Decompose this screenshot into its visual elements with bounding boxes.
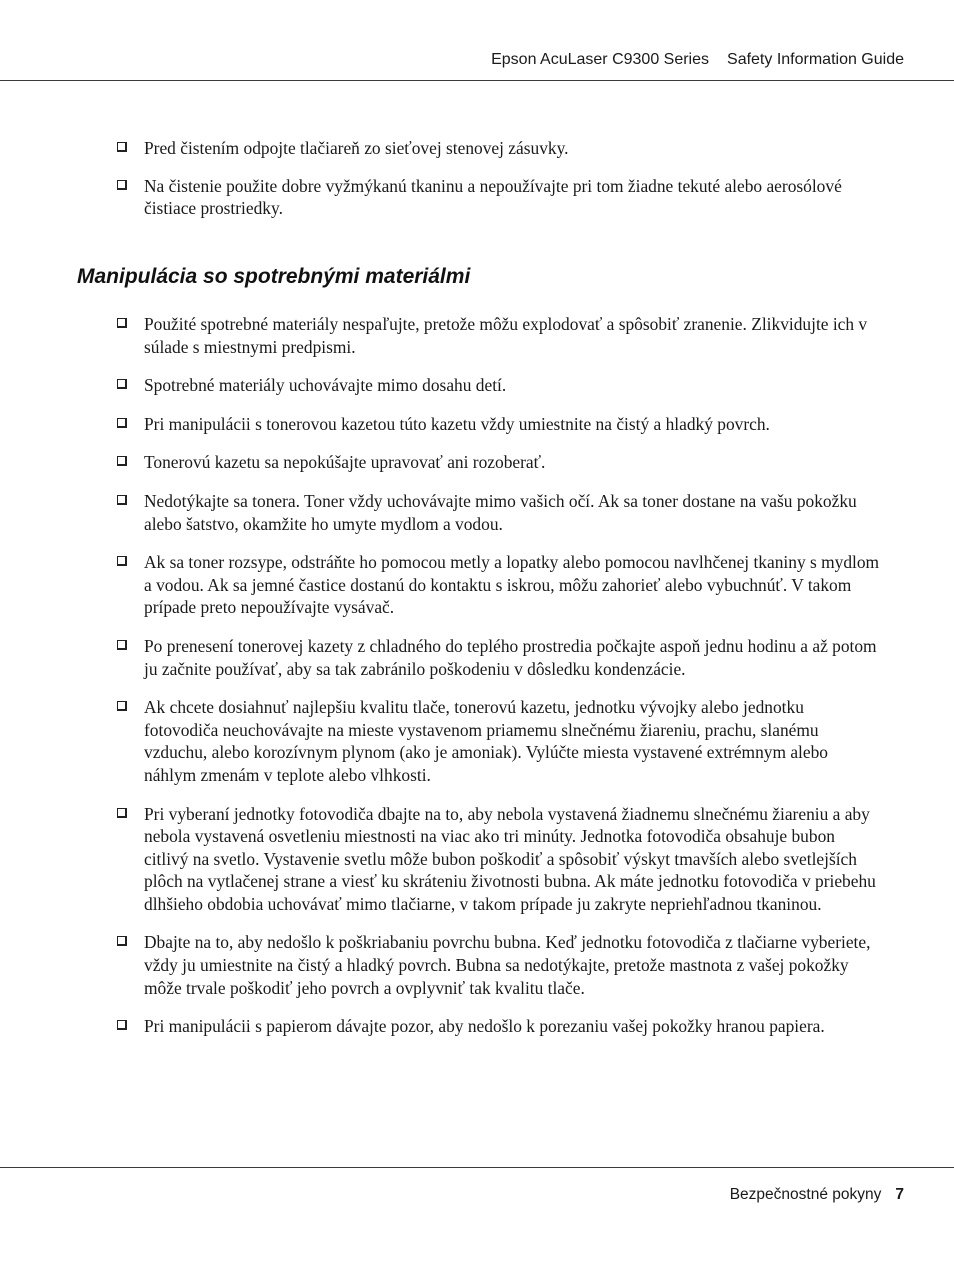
page-header <box>491 51 904 69</box>
section-heading: Manipulácia so spotrebnými materiálmi <box>77 265 471 288</box>
page-footer <box>730 1186 904 1204</box>
list-item-text: Pri manipulácii s papierom dávajte pozor, aby nedošlo k porezaniu vašej pokožky hranou papiera. <box>144 1016 825 1037</box>
list-item <box>116 696 880 786</box>
list-item <box>116 313 880 358</box>
list-item <box>116 931 880 999</box>
list-item-text: Spotrebné materiály uchovávajte mimo dosahu detí. <box>144 375 507 396</box>
footer-section-title: Bezpečnostné pokyny <box>729 1186 882 1203</box>
checkbox-bullet-icon <box>117 456 127 466</box>
checkbox-bullet-icon <box>117 418 127 428</box>
checkbox-bullet-icon <box>117 142 127 152</box>
list-item-text: Ak sa toner rozsype, odstráňte ho pomocou metly a lopatky alebo pomocou navlhčenej tkaniny s mydlom a vodou. Ak sa jemné častice dostanú do kontaktu s iskrou, môžu zahorieť alebo vybuchnúť. V takom prípade preto nepoužívajte vysávač. <box>144 552 880 618</box>
list-item-text: Pri manipulácii s tonerovou kazetou túto kazetu vždy umiestnite na čistý a hladký povrch. <box>144 413 770 434</box>
list-item <box>116 451 880 474</box>
header-guide-title: Safety Information Guide <box>727 51 904 68</box>
intro-list <box>116 137 880 235</box>
list-item-text: Na čistenie použite dobre vyžmýkanú tkaninu a nepoužívajte pri tom žiadne tekuté alebo aerosólové čistiace prostriedky. <box>144 175 842 219</box>
list-item-text: Ak chcete dosiahnuť najlepšiu kvalitu tlače, tonerovú kazetu, jednotku vývojky alebo jednotku fotovodiča neuchovávajte na mieste vystavenom priamemu slnečnému žiareniu, prachu, slanému vzduchu, alebo korozívnym plynom (ako je amoniak). Vylúčte miesta vystavené extrémnym alebo náhlym zmenám v teplote alebo vlhkosti. <box>144 697 828 785</box>
checkbox-bullet-icon <box>117 640 127 650</box>
checkbox-bullet-icon <box>117 936 127 946</box>
page-number: 7 <box>895 1186 904 1203</box>
footer-divider <box>0 1167 954 1168</box>
list-item-text: Pred čistením odpojte tlačiareň zo sieťovej stenovej zásuvky. <box>144 138 569 158</box>
list-item-text: Dbajte na to, aby nedošlo k poškriabaniu povrchu bubna. Keď jednotku fotovodiča z tlačiarne vyberiete, vždy ju umiestnite na čistý a hladký povrch. Bubna sa nedotýkajte, pretože mastnota z vašej pokožky môže trvale poškodiť jeho povrch a ovplyvniť tak kvalitu tlače. <box>144 932 871 998</box>
consumables-list <box>116 313 880 1054</box>
list-item-text: Tonerovú kazetu sa nepokúšajte upravovať ani rozoberať. <box>144 452 546 473</box>
checkbox-bullet-icon <box>117 379 127 389</box>
list-item <box>116 175 880 220</box>
list-item <box>116 137 880 160</box>
list-item-text: Nedotýkajte sa tonera. Toner vždy uchovávajte mimo vašich očí. Ak sa toner dostane na vašu pokožku alebo šatstvo, okamžite ho umyte mydlom a vodou. <box>144 490 857 534</box>
checkbox-bullet-icon <box>117 701 127 711</box>
list-item <box>116 551 880 619</box>
checkbox-bullet-icon <box>117 1020 127 1030</box>
list-item <box>116 374 880 397</box>
checkbox-bullet-icon <box>117 180 127 190</box>
list-item <box>116 490 880 535</box>
list-item <box>116 635 880 680</box>
header-product-name: Epson AcuLaser C9300 Series <box>491 51 710 68</box>
checkbox-bullet-icon <box>117 556 127 566</box>
list-item-text: Pri vyberaní jednotky fotovodiča dbajte na to, aby nebola vystavená žiadnemu slnečnému žiareniu a aby nebola vystavená osvetleniu miestnosti na viac ako tri minúty. Jednotka fotovodiča obsahuje bubon citlivý na svetlo. Vystavenie svetlu môže bubon poškodiť a spôsobiť výskyt tmavších alebo svetlejších plôch na vytlačenej strane a viesť ku skráteniu životnosti bubna. Ak máte jednotku fotovodiča v priebehu dlhšieho obdobia uchovávať mimo tlačiarne, v takom prípade ju zakryte nepriehľadnou tkaninou. <box>144 803 876 914</box>
checkbox-bullet-icon <box>117 318 127 328</box>
checkbox-bullet-icon <box>117 808 127 818</box>
list-item <box>116 1015 880 1038</box>
list-item-text: Použité spotrebné materiály nespaľujte, pretože môžu explodovať a spôsobiť zranenie. Zlikvidujte ich v súlade s miestnymi predpismi. <box>144 314 868 357</box>
list-item <box>116 413 880 436</box>
list-item-text: Po prenesení tonerovej kazety z chladného do teplého prostredia počkajte aspoň jednu hodinu a až potom ju začnite používať, aby sa tak zabránilo poškodeniu v dôsledku kondenzácie. <box>144 635 877 679</box>
header-divider <box>0 80 954 81</box>
list-item <box>116 803 880 916</box>
checkbox-bullet-icon <box>117 495 127 505</box>
